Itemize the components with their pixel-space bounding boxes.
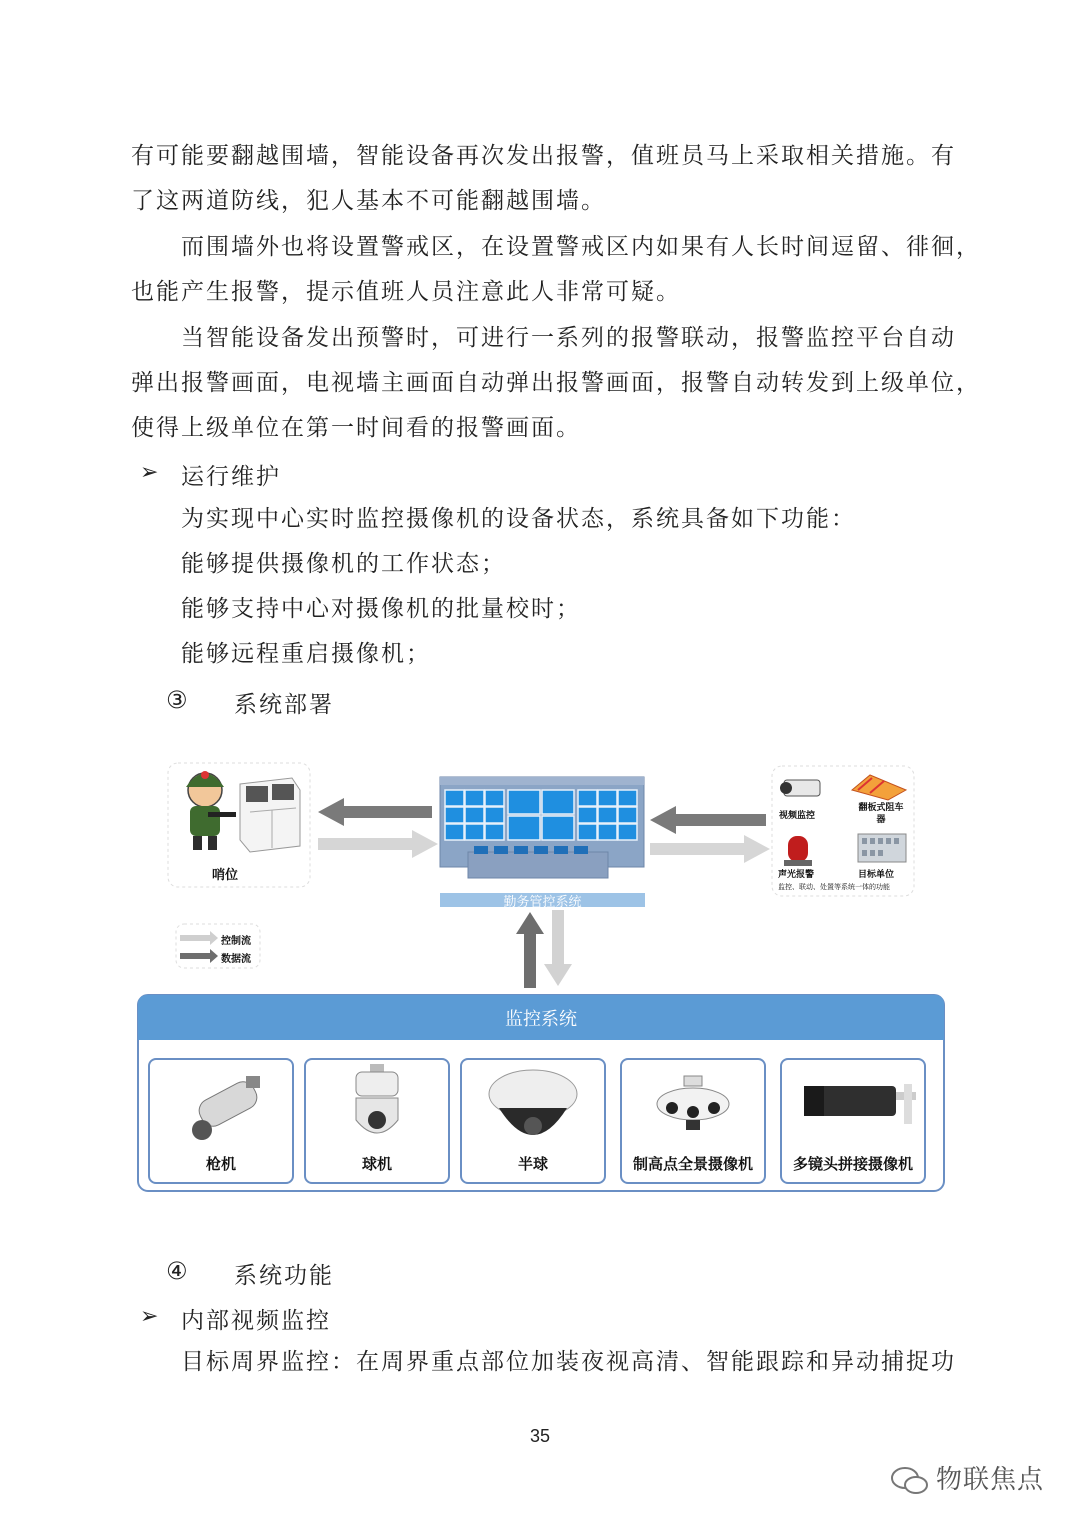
camera-label: 多镜头拼接摄像机	[792, 1155, 913, 1173]
heading-title: 系统功能	[234, 1263, 334, 1289]
target-label: 目标单位	[858, 870, 895, 880]
camera-label: 枪机	[205, 1155, 236, 1173]
paragraph-line: 而围墙外也将设置警戒区，在设置警戒区内如果有人长时间逗留、徘徊，	[181, 234, 981, 260]
alarm-label: 声光报警	[778, 870, 815, 880]
camera-card-multi-lens	[780, 1058, 926, 1184]
video-wall-icon	[440, 777, 644, 878]
cabinet-icon	[240, 778, 300, 852]
ops-intro: 为实现中心实时监控摄像机的设备状态，系统具备如下功能：	[181, 506, 856, 532]
ptz-camera-icon	[306, 1064, 448, 1154]
building-icon	[858, 834, 906, 862]
paragraph-line: 弹出报警画面，电视墙主画面自动弹出报警画面，报警自动转发到上级单位，	[131, 370, 981, 396]
section-title-ops: 运行维护	[181, 464, 281, 490]
video-label: 视频监控	[779, 811, 816, 821]
paragraph-line: 有可能要翻越围墙，智能设备再次发出报警，值班员马上采取相关措施。有	[131, 143, 956, 169]
paragraph-line: 目标周界监控：在周界重点部位加装夜视高清、智能跟踪和异动捕捉功	[181, 1349, 956, 1375]
system-note: 监控、联动、处置等系统一体的功能	[778, 883, 890, 891]
bullet-arrow-icon: ➢	[140, 1304, 159, 1329]
heading-title: 系统部署	[234, 692, 334, 718]
ops-item: 能够远程重启摄像机；	[181, 641, 431, 667]
wechat-icon	[890, 1464, 930, 1498]
heading-number: ③	[166, 686, 190, 714]
panoramic-camera-icon	[622, 1068, 764, 1158]
camera-label: 制高点全景摄像机	[632, 1155, 753, 1173]
watermark-text: 物联焦点	[936, 1465, 1045, 1495]
multi-lens-camera-icon	[782, 1070, 924, 1160]
section-title-video: 内部视频监控	[181, 1308, 331, 1334]
camera-label: 半球	[517, 1155, 548, 1173]
legend-data: 数据流	[221, 954, 251, 965]
ops-item: 能够支持中心对摄像机的批量校时；	[181, 596, 581, 622]
paragraph-line: 了这两道防线，犯人基本不可能翻越围墙。	[131, 188, 606, 214]
legend-control: 控制流	[221, 936, 251, 947]
sentry-label: 哨位	[212, 868, 239, 883]
camera-label: 球机	[361, 1155, 392, 1173]
paragraph-line: 也能产生报警，提示值班人员注意此人非常可疑。	[131, 279, 681, 305]
camera-card-dome-ptz	[304, 1058, 450, 1184]
dome-camera-icon	[462, 1066, 604, 1156]
heading-number: ④	[166, 1257, 190, 1285]
barrier-label: 翻板式阻车器	[858, 803, 904, 825]
paragraph-line: 使得上级单位在第一时间看的报警画面。	[131, 415, 581, 441]
bullet-arrow-icon: ➢	[140, 460, 159, 485]
camera-card-panoramic	[620, 1058, 766, 1184]
bullet-camera-icon	[150, 1066, 292, 1156]
camera-card-bullet	[148, 1058, 294, 1184]
camera-card-half-dome	[460, 1058, 606, 1184]
page-number: 35	[529, 1426, 551, 1446]
ops-item: 能够提供摄像机的工作状态；	[181, 551, 506, 577]
monitor-system-title: 监控系统	[505, 1009, 577, 1030]
security-camera-icon	[780, 780, 820, 796]
center-label: 勤务管控系统	[503, 895, 582, 910]
paragraph-line: 当智能设备发出预警时，可进行一系列的报警联动，报警监控平台自动	[181, 325, 956, 351]
